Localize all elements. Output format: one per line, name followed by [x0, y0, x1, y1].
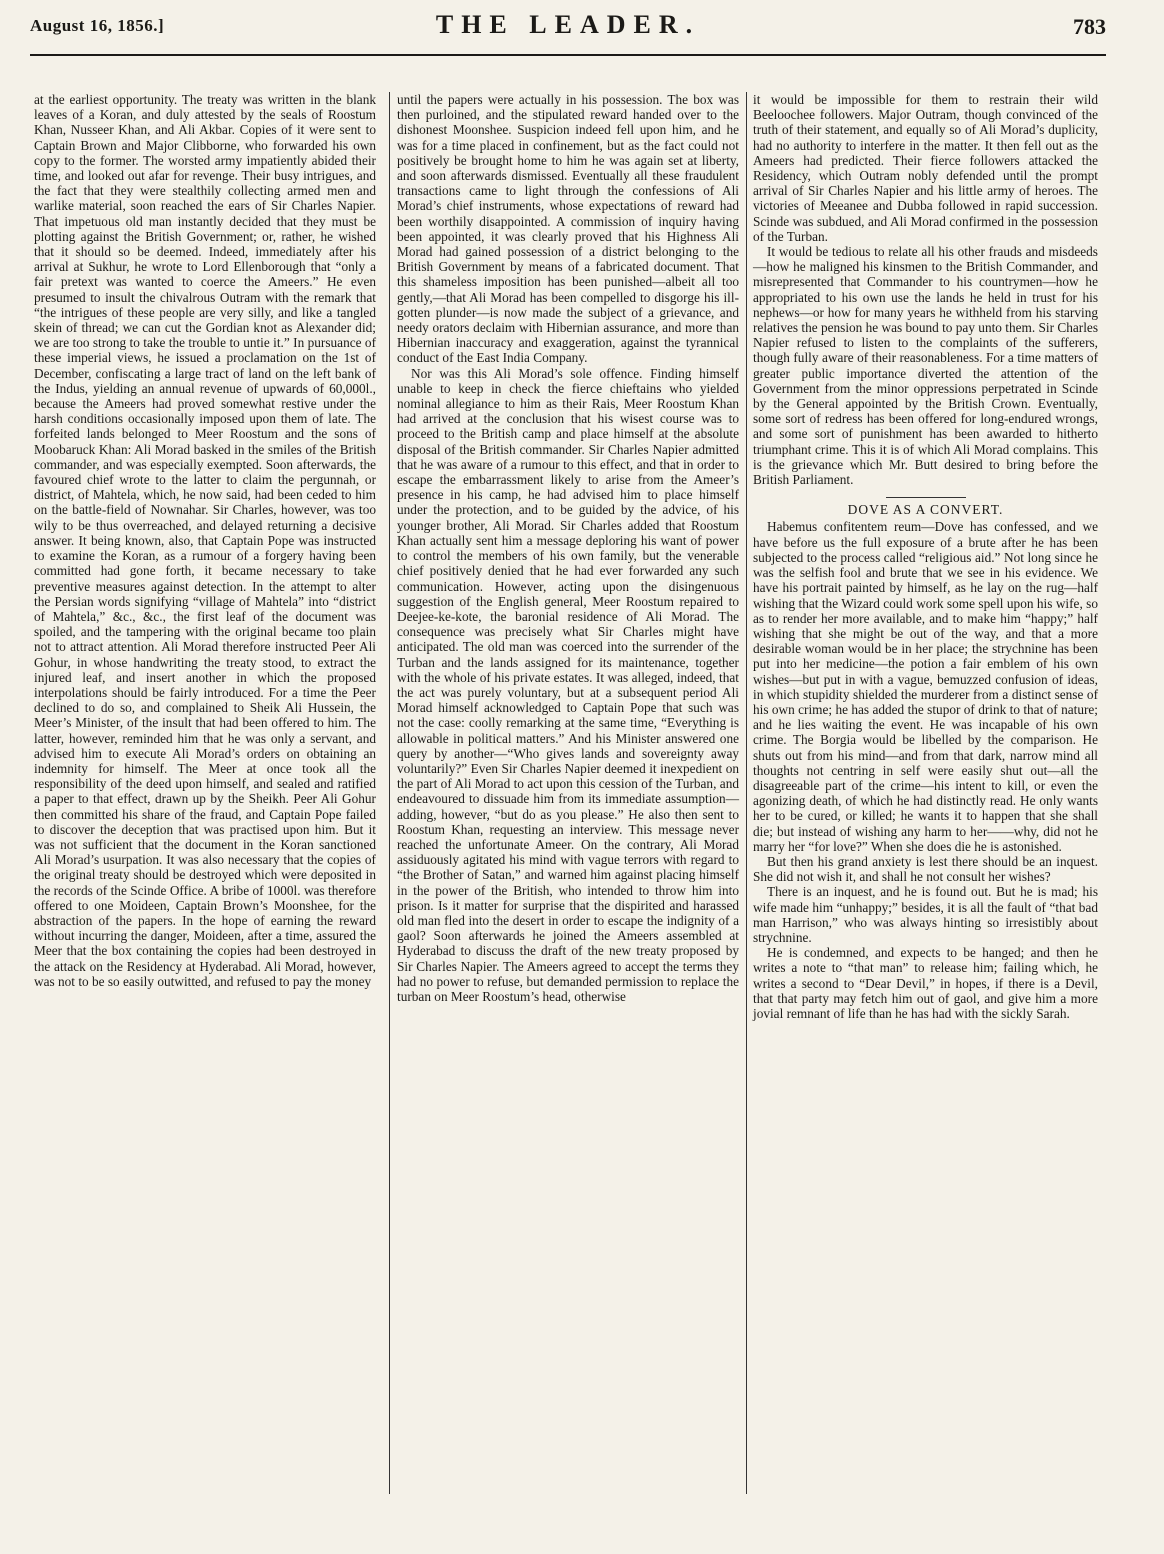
- column-1: [34, 92, 376, 989]
- paragraph: until the papers were actually in his possession. The box was then purloined, and the stipulated reward handed over to the dishonest Moonshee. Suspicion indeed fell upon him, and he was for a time placed in confinement, but as the fact could not positively be brought home to him he was again set at liberty, and soon afterwards dismissed. Eventually all these fraudulent transactions came to light through the confessions of Ali Morad’s chief instruments, whose expectations of reward had been worthily disappointed. A commission of inquiry having been appointed, it was clearly proved that his Highness Ali Morad had gained possession of a district belonging to the British Government by means of a fabricated document. That this shameless imposition has been punished—albeit all too gently,—that Ali Morad has been compelled to disgorge his ill-gotten plunder—is now made the subject of a grievance, and needy orators declaim with Hibernian assurance, and more than Hibernian inaccuracy and exaggeration, against the tyrannical conduct of the East India Company.: [397, 92, 739, 366]
- column-3: [753, 92, 1098, 1021]
- newspaper-title: THE LEADER.: [435, 10, 701, 39]
- paragraph: He is condemned, and expects to be hanged; and then he writes a note to “that man” to release him; failing which, he writes a second to “Dear Devil,” in hopes, if there is a Devil, that that party may fetch him out of gaol, and give him a more jovial remnant of life than he has had with the sickly Sarah.: [753, 945, 1098, 1021]
- column-divider-1: [389, 92, 390, 1494]
- page-number: 783: [1073, 14, 1106, 39]
- paragraph: Habemus confitentem reum—Dove has confessed, and we have before us the full exposure of a brute after he has been subjected to the process called “religious aid.” Not long since he was the selfish fool and brute that we see in his evidence. We have his portrait painted by himself, as he lay on the rug—half wishing that the Wizard could work some spell upon his wife, so as to render her more available, and to make him “happy;” half wishing that she might be out of the way, and that a more desirable woman would be in her place; the strychnine has been put into her medicine—the potion a fair emblem of his own wishes—but put in with a vague, bemuzzed confusion of ideas, in which stupidity shielded the murderer from a distinct sense of his own crime; he has added the stupor of drink to that of nature; and he lies waiting the event. He was incapable of his own crime. The Borgia would be libelled by the comparison. He shuts out from his mind—and from that dark, narrow mind all thoughts not centring in self were easily shut out—all the disagreeable part of the crime—his intent to kill, or even the agonizing death, of which he had distinctly read. He only wants her to be cured, or killed; he wants it to happen that she shall die; but instead of wishing any harm to her——why, did not he marry her “for love?” When she does die he is astonished.: [753, 519, 1098, 854]
- issue-date: August 16, 1856.]: [30, 16, 165, 35]
- paragraph: at the earliest opportunity. The treaty was written in the blank leaves of a Koran, and duly attested by the seals of Roostum Khan, Nusseer Khan, and Ali Akbar. Copies of it were sent to Captain Brown and Major Clibborne, who forwarded his own copy to the former. The worsted army impatiently abided their time, and looked out afar for revenge. Their busy intrigues, and the fact that they were stealthily collecting armed men and warlike material, soon reached the ears of Sir Charles Napier. That impetuous old man instantly decided that they must be plotting against the British Government; or, rather, he wished that it should so be deemed. Indeed, immediately after his arrival at Sukhur, he wrote to Lord Ellenborough that “only a fair pretext was wanted to coerce the Ameers.” He even presumed to insult the chivalrous Outram with the remark that “the intrigues of these people are very silly, and like a tangled skein of thread; we can cut the Gordian knot as Alexander did; we are too strong to take the trouble to untie it.” In pursuance of these imperial views, he issued a proclamation on the 1st of December, confiscating a large tract of land on the left bank of the Indus, yielding an annual revenue of upwards of 60,000l., because the Ameers had proved somewhat restive under the harsh conditions occasionally imposed upon them of late. The forfeited lands belonged to Meer Roostum and the sons of Moobaruck Khan: Ali Morad basked in the smiles of the British commander, and was especially exempted. Soon afterwards, the favoured chief wrote to the latter to claim the pergunnah, or district, of Mahtela, which, he now said, had been ceded to him on the battle-field of Nownahar. Sir Charles, however, was too wily to be thus overreached, and delayed returning a decisive answer. It being known, also, that Captain Pope was instructed to examine the Koran, as a rumour of a forgery having been committed had gone forth, it became necessary to take preventive measures against detection. In the attempt to alter the Persian words signifying “village of Mahtela” into “district of Mahtela,” &c., &c., the first leaf of the document was spoiled, and the tampering with the original became too plain not to attract attention. Ali Morad therefore instructed Peer Ali Gohur, in whose handwriting the treaty stood, to extract the injured leaf, and insert another in which the proposed interpolations should be fairly introduced. For a time the Peer declined to do so, and complained to Sheik Ali Hussein, the Meer’s Minister, of the insult that had been offered to him. The latter, however, reminded him that he was only a servant, and advised him to execute Ali Morad’s orders on obtaining an indemnity for himself. The Meer at once took all the responsibility of the deed upon himself, and sealed and ratified a paper to that effect, drawn up by the Sheikh. Peer Ali Gohur then committed his share of the fraud, and Captain Pope failed to discover the deception that was practised upon him. But it was not sufficient that the document in the Koran sanctioned Ali Morad’s usurpation. It was also necessary that the copies of the original treaty should be destroyed which were deposited in the records of the Scinde Office. A bribe of 1000l. was therefore offered to one Moideen, Captain Brown’s Moonshee, for the abstraction of the papers. In the hope of earning the reward without incurring the danger, Moideen, after a time, assured the Meer that the box containing the copies had been destroyed in the attack on the Residency at Hyderabad. Ali Morad, however, was not to be so easily outwitted, and refused to pay the money: [34, 92, 376, 989]
- page-header: [30, 10, 1106, 58]
- paragraph: Nor was this Ali Morad’s sole offence. Finding himself unable to keep in check the fierce chieftains who yielded nominal allegiance to him as their Rais, Meer Roostum Khan had arrived at the conclusion that his wisest course was to proceed to the British camp and place himself at the absolute disposal of the British commander. Sir Charles Napier admitted that he was aware of a rumour to this effect, and that in order to escape the embarrassment likely to arise from the Ameer’s presence in his camp, he had advised him to place himself under the protection, and to be guided by the advice, of his younger brother, Ali Morad. Sir Charles added that Roostum Khan actually sent him a message deploring his want of power to control the members of his own family, but the venerable chief positively denied that he had ever forwarded any such communication. However, acting upon the disingenuous suggestion of the English general, Meer Roostum repaired to Deejee-ke-kote, the baronial residence of Ali Morad. The consequence was precisely what Sir Charles might have anticipated. The old man was coerced into the surrender of the Turban and the lands assigned for its maintenance, together with the whole of his private estates. It was alleged, indeed, that the act was purely voluntary, but at a subsequent period Ali Morad himself acknowledged to Captain Pope that such was not the case: coolly remarking at the same time, “Everything is allowable in political matters.” And his Minister answered one query by another—“Who gives lands and sovereignty away voluntarily?” Even Sir Charles Napier deemed it inexpedient on the part of Ali Morad to act upon this cession of the Turban, and endeavoured to dissuade him from its immediate assumption—adding, however, “but do as you please.” He also then sent to Roostum Khan, requesting an interview. This message never reached the unfortunate Ameer. On the contrary, Ali Morad assiduously agitated his mind with vague terrors with regard to “the Brother of Satan,” and warned him against placing himself in the power of the British, who intended to throw him into prison. Is it matter for surprise that the dispirited and harassed old man fled into the desert in order to escape the indignity of a gaol? Soon afterwards he joined the Ameers assembled at Hyderabad to discuss the draft of the new treaty proposed by Sir Charles Napier. The Ameers agreed to accept the terms they had no power to refuse, but demanded permission to replace the turban on Meer Roostum’s head, otherwise: [397, 365, 739, 1004]
- paragraph: it would be impossible for them to restrain their wild Beeloochee followers. Major Outram, though convinced of the truth of their statement, and equally so of Ali Morad’s duplicity, had no authority to interfere in the matter. It then fell out as the Ameers had predicted. Their fierce followers attacked the Residency, which Outram nobly defended until the prompt arrival of Sir Charles Napier and his little army of heroes. The victories of Meeanee and Dubba followed in rapid succession. Scinde was subdued, and Ali Morad confirmed in the possession of the Turban.: [753, 92, 1098, 244]
- article-heading: DOVE AS A CONVERT.: [847, 502, 1004, 518]
- column-divider-2: [746, 92, 747, 1494]
- article-separator: [886, 497, 966, 498]
- column-2: [397, 92, 739, 1004]
- paragraph: It would be tedious to relate all his other frauds and misdeeds—how he maligned his kinsmen to the British Commander, and misrepresented that Commander to his countrymen—how he appropriated to his own use the lands he held in trust for his nephews—or how for many years he withheld from his starving relatives the pension he was bound to pay unto them. Sir Charles Napier refused to listen to the complaints of the sufferers, though fully aware of their reasonableness. For a time matters of greater public importance diverted the attention of the Government from the minor oppressions perpetrated in Scinde by the General appointed by the British Crown. Eventually, some sort of redress has been offered for long-endured wrongs, and some sort of punishment has been awarded to hitherto triumphant crime. This it is of which Ali Morad complains. This is the grievance which Mr. Butt desired to bring before the British Parliament.: [753, 244, 1098, 488]
- paragraph: There is an inquest, and he is found out. But he is mad; his wife made him “unhappy;” besides, it is all the fault of “that bad man Harrison,” who was always hinting so irresistibly about strychnine.: [753, 884, 1098, 945]
- header-rule: [30, 54, 1106, 56]
- paragraph: But then his grand anxiety is lest there should be an inquest. She did not wish it, and shall he not consult her wishes?: [753, 853, 1098, 885]
